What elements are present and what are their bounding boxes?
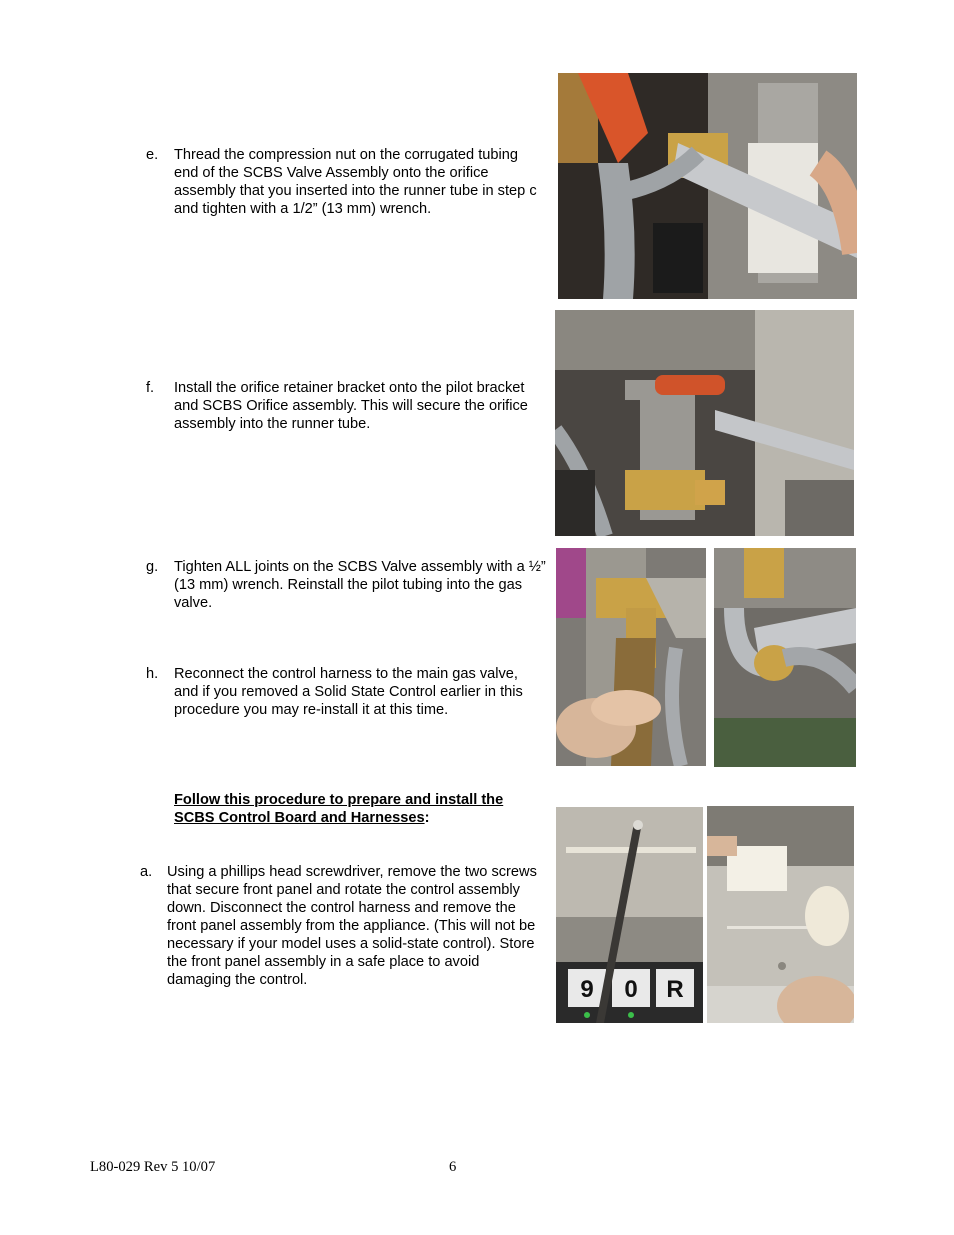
photo-screwdriver-front-panel-graphic — [556, 807, 703, 1023]
keypad-key-0: 0 — [624, 976, 638, 1003]
step-a — [140, 863, 546, 993]
photo-wrench-compression-nut — [558, 73, 857, 299]
photo-valve-joints-right — [714, 548, 856, 767]
step-label: h. — [146, 666, 159, 682]
step-text: Install the orifice retainer bracket onto the pilot bracket and SCBS Orifice assembly. This will secure the orifice assembly into the runner tube. — [174, 380, 528, 432]
photo-orifice-retainer-bracket — [555, 310, 854, 536]
photo-valve-joints-left-graphic — [556, 548, 706, 766]
step-label: f. — [146, 380, 155, 396]
step-label: g. — [146, 559, 159, 575]
keypad-key-9: 9 — [580, 976, 594, 1003]
photo-screwdriver-front-panel — [556, 807, 703, 1023]
photo-valve-joints-right-graphic — [714, 548, 856, 767]
step-text: Thread the compression nut on the corrugated tubing end of the SCBS Valve Assembly onto the orifice assembly that you inserted into the runner tube in step c and tighten with a 1/2” (13 mm) wrench. — [174, 147, 537, 217]
footer-doc-id: L80-029 Rev 5 10/07 — [90, 1159, 216, 1175]
keypad-key-r: R — [666, 976, 684, 1003]
section-heading — [174, 791, 544, 827]
step-label: e. — [146, 147, 159, 163]
step-label: a. — [140, 864, 153, 880]
photo-valve-joints-left — [556, 548, 706, 766]
step-text: Reconnect the control harness to the main gas valve, and if you removed a Solid State Control earlier in this procedure you may re-install it at this time. — [174, 666, 523, 718]
photo-control-harness-connector — [707, 806, 854, 1023]
step-f — [146, 379, 546, 439]
photo-orifice-retainer-bracket-graphic — [555, 310, 854, 536]
step-e — [146, 146, 546, 226]
footer-page-number: 6 — [449, 1159, 457, 1175]
step-text: Tighten ALL joints on the SCBS Valve assembly with a ½” (13 mm) wrench. Reinstall the pilot tubing into the gas valve. — [174, 559, 546, 611]
section-heading-colon: : — [424, 810, 430, 826]
photo-wrench-compression-nut-graphic — [558, 73, 857, 299]
step-g — [146, 558, 546, 618]
section-heading-text: Follow this procedure to prepare and install the SCBS Control Board and Harnesses — [174, 792, 504, 826]
photo-control-harness-connector-graphic — [707, 806, 854, 1023]
step-text: Using a phillips head screwdriver, remove the two screws that secure front panel and rotate the control assembly down. Disconnect the control harness and remove the front panel assembly from the appliance. (This will not be necessary if your model uses a solid-state control). Store the front panel assembly in a safe place to avoid damaging the control. — [167, 864, 537, 988]
step-h — [146, 665, 546, 725]
